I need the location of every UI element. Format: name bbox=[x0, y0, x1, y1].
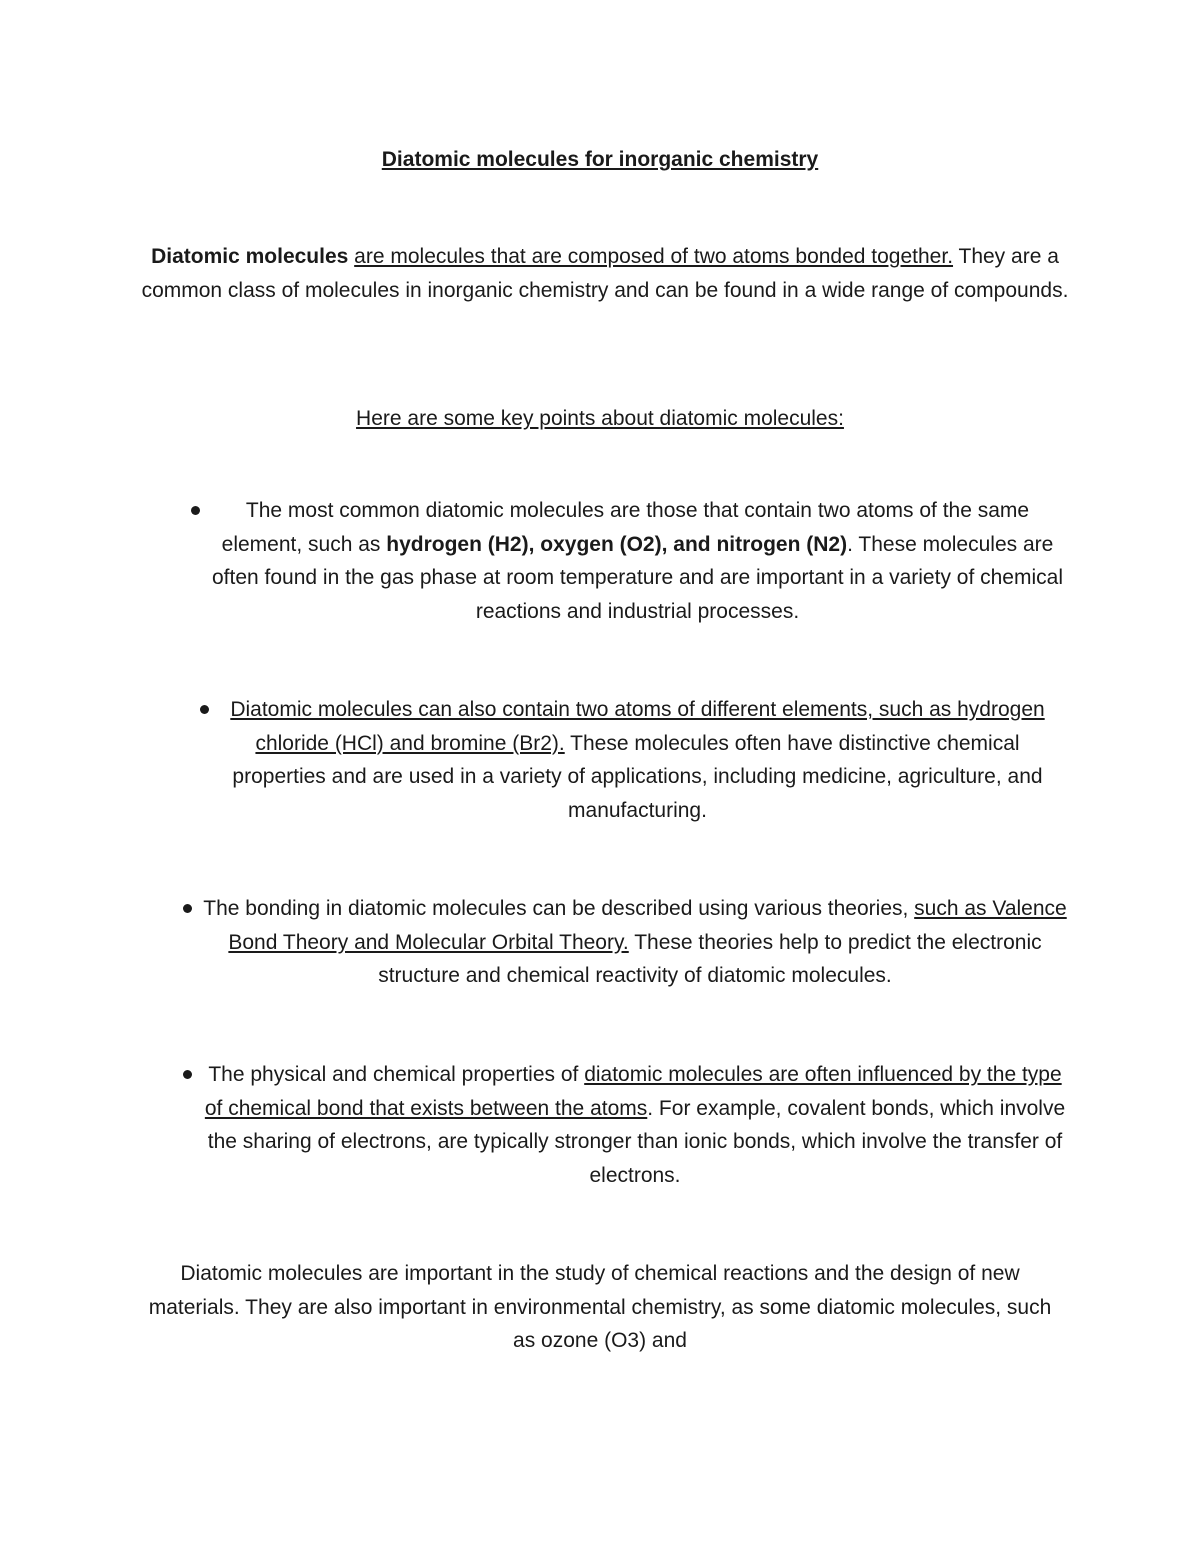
bullet-dot bbox=[200, 705, 209, 714]
bullet-1-text: The most common diatomic molecules are those that contain two atoms of the same element, such as bbox=[221, 499, 1030, 556]
bullet-item-4 bbox=[200, 1058, 1070, 1192]
bullet-item-3 bbox=[200, 892, 1070, 993]
bullet-1-bold: hydrogen (H2), oxygen (O2), and nitrogen (N2) bbox=[386, 532, 848, 556]
bullet-1-text-end: . These molecules are often found in the gas phase at room temperature and are important in a variety of chemical reactions and industrial processes. bbox=[212, 532, 1063, 623]
bullet-dot bbox=[183, 904, 192, 913]
keypoints-heading: Here are some key points about diatomic molecules: bbox=[356, 407, 844, 430]
bullet-3-text-end: These theories help to predict the electronic structure and chemical reactivity of diatomic molecules. bbox=[378, 930, 1042, 987]
intro-definition: are molecules that are composed of two atoms bonded together. bbox=[354, 245, 954, 268]
intro-rest: They are a common class of molecules in inorganic chemistry and can be found in a wide range of compounds. bbox=[141, 245, 1069, 302]
bullet-3-underlined: such as Valence Bond Theory and Molecular Orbital Theory. bbox=[228, 897, 1067, 954]
document-title: Diatomic molecules for inorganic chemistry bbox=[381, 148, 819, 171]
bullet-4-text-end: . For example, covalent bonds, which involve the sharing of electrons, are typically stronger than ionic bonds, which involve the transfer of electrons. bbox=[207, 1096, 1066, 1187]
bullet-4-underlined: diatomic molecules are often influenced by the type of chemical bond that exists between the atoms bbox=[204, 1063, 1062, 1120]
bullet-item-1 bbox=[210, 494, 1065, 628]
bullet-4-text: The physical and chemical properties of bbox=[208, 1063, 585, 1086]
intro-paragraph bbox=[140, 240, 1070, 307]
bullet-item-2 bbox=[210, 693, 1065, 827]
bullet-dot bbox=[191, 506, 200, 515]
bullet-3-text: The bonding in diatomic molecules can be described using various theories, bbox=[203, 897, 915, 920]
intro-term: Diatomic molecules bbox=[151, 245, 349, 268]
bullet-2-underlined: Diatomic molecules can also contain two atoms of different elements, such as hydrogen chloride (HCl) and bromine (Br2). bbox=[230, 698, 1045, 755]
bullet-dot bbox=[183, 1070, 192, 1079]
conclusion-paragraph: Diatomic molecules are important in the study of chemical reactions and the design of new materials. They are also important in environmental chemistry, as some diatomic molecules, such as ozone (O3) and bbox=[148, 1262, 1052, 1352]
bullet-2-text: These molecules often have distinctive chemical properties and are used in a variety of applications, including medicine, agriculture, and manufacturing. bbox=[232, 731, 1043, 822]
